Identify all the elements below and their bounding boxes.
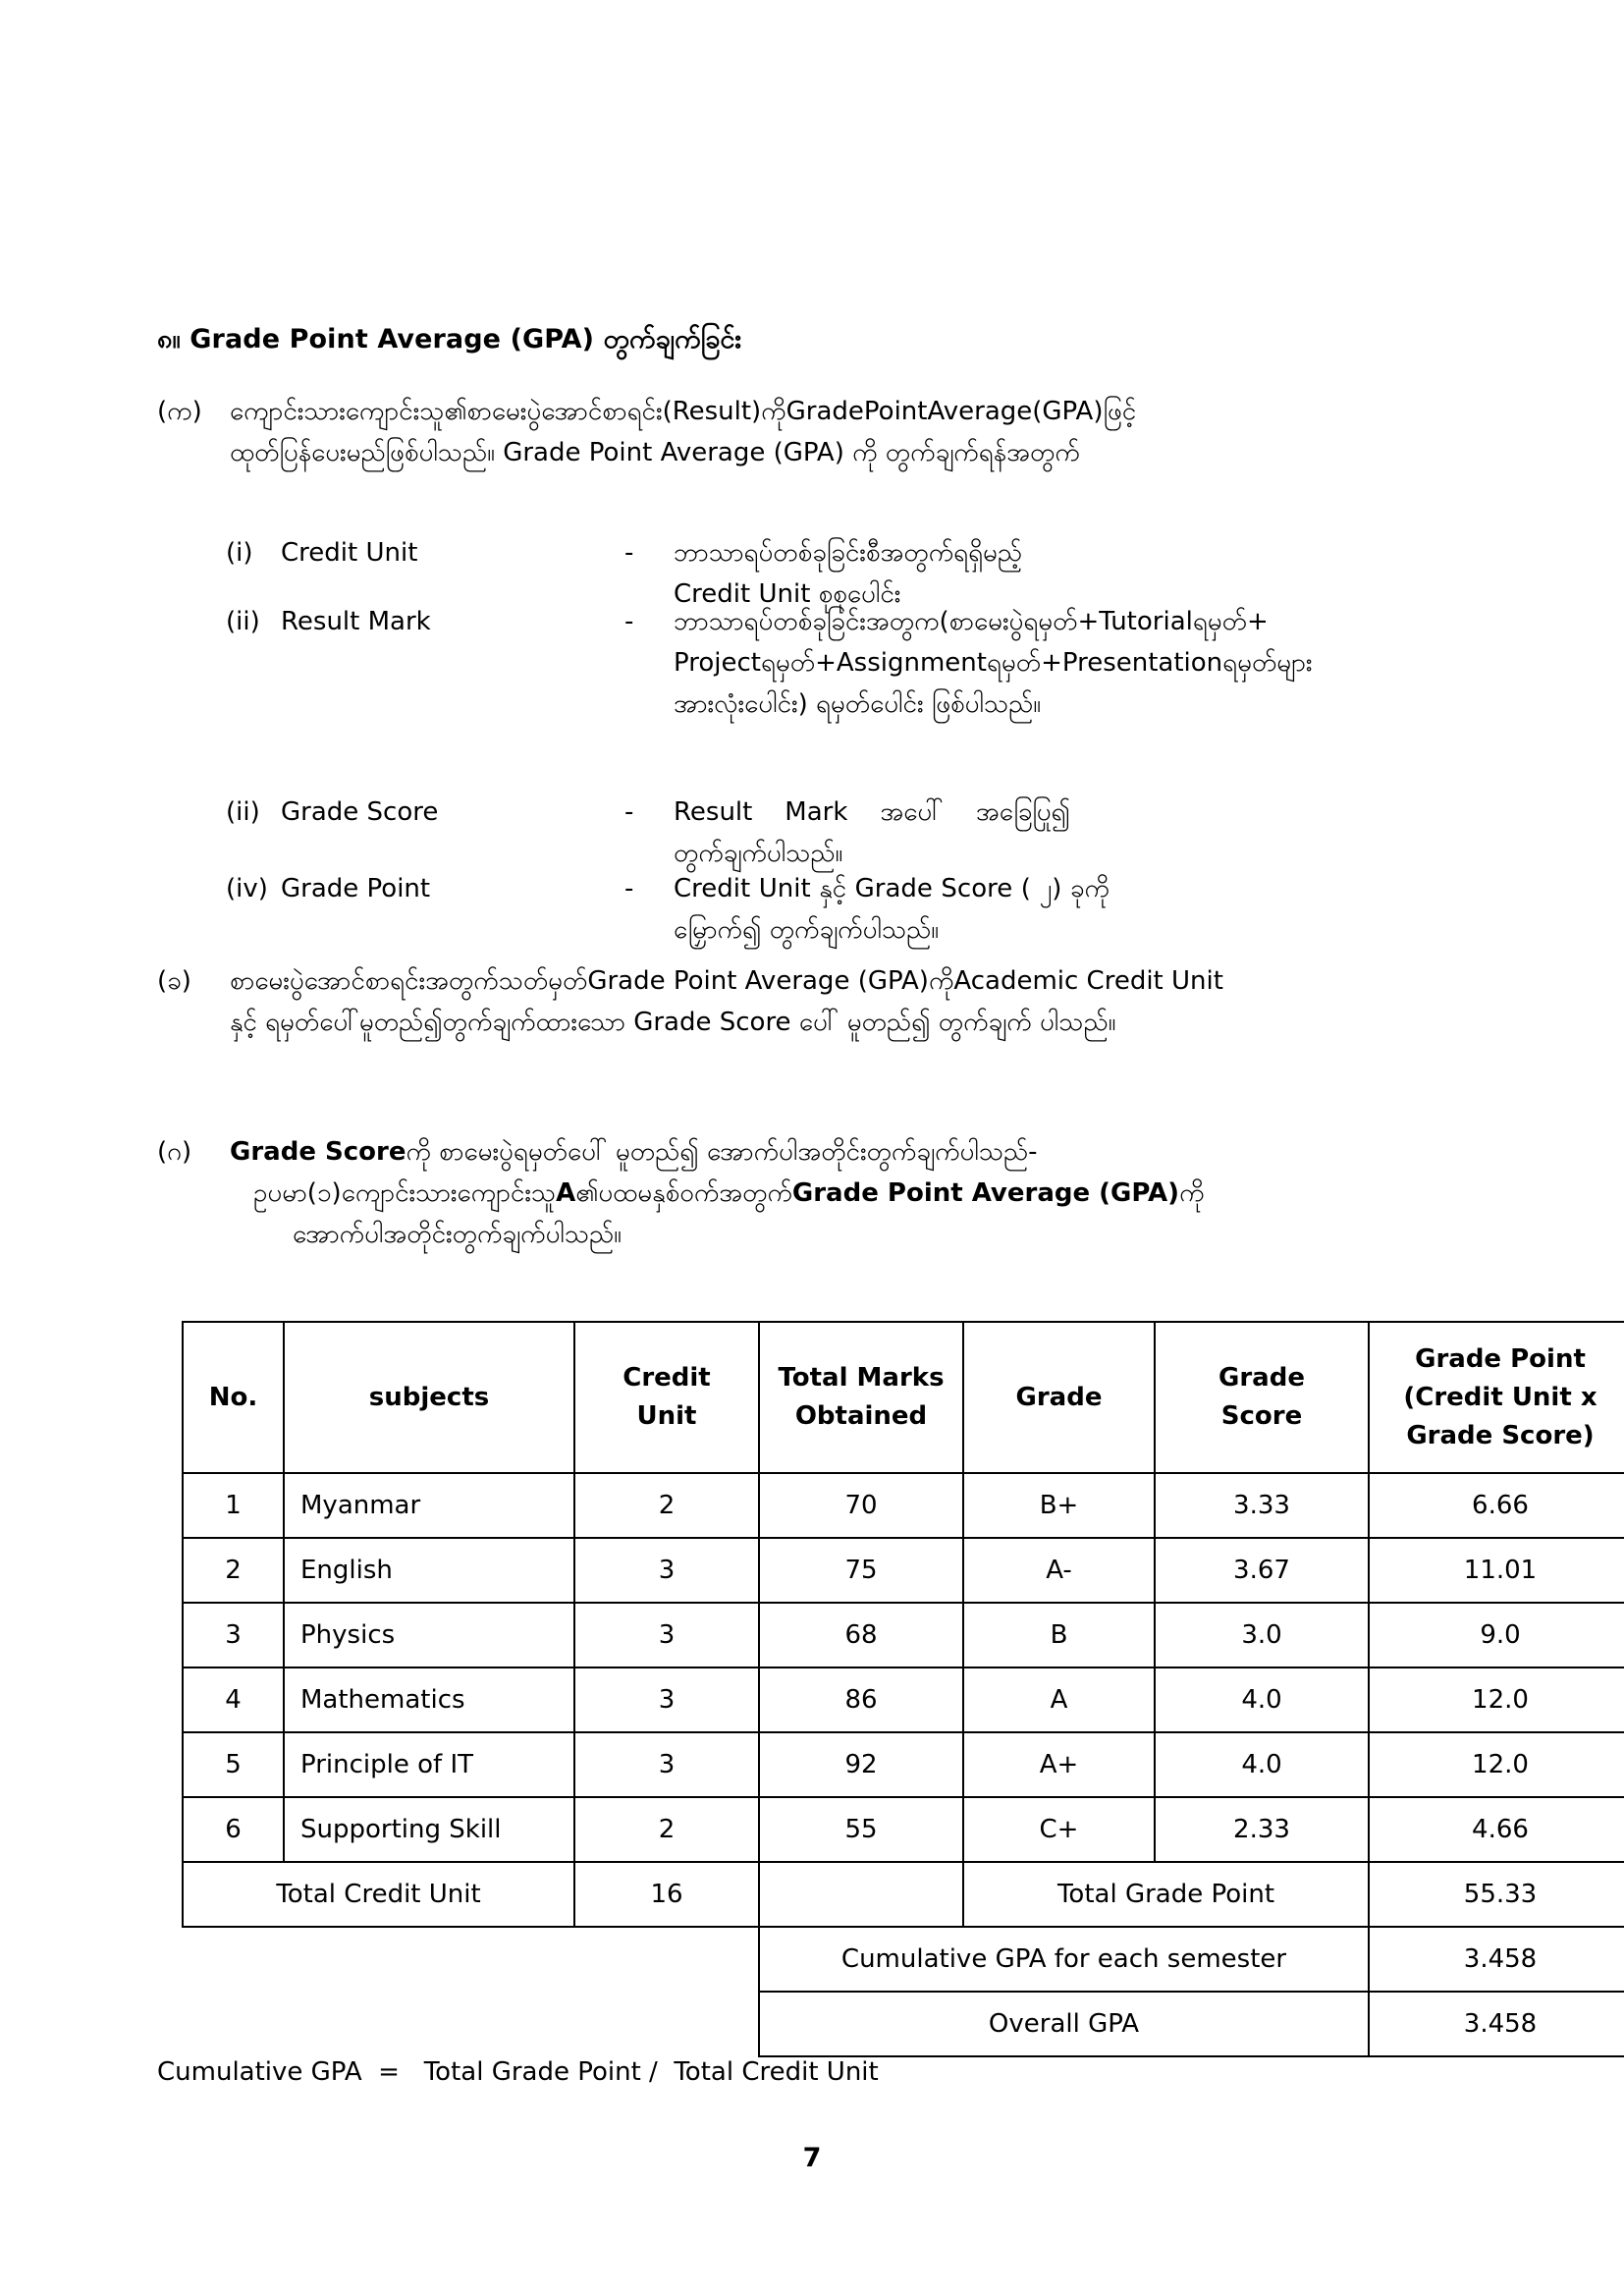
definition-term: Grade Point — [281, 874, 431, 903]
definition-term: Credit Unit — [281, 538, 418, 568]
header-total-marks-line1: Total Marks — [778, 1363, 945, 1393]
text-fragment: Grade Point Average (GPA) — [587, 966, 929, 996]
table-row — [183, 1538, 1624, 1603]
section-kha — [157, 960, 1223, 1043]
table-cumulative-gpa-row — [183, 1927, 1624, 1992]
text-fragment: + — [1246, 607, 1269, 636]
cell-total-marks: 86 — [759, 1667, 963, 1732]
header-grade-point-line3: Grade Score) — [1406, 1420, 1595, 1450]
cell-grade-score: 4.0 — [1155, 1667, 1369, 1732]
section-ka-body — [230, 391, 1137, 473]
cell-grade: C+ — [963, 1797, 1155, 1862]
cell-grade-point: 12.0 — [1369, 1732, 1624, 1797]
spacer-cell — [183, 1927, 759, 1992]
total-grade-point-value: 55.33 — [1369, 1862, 1624, 1927]
definition-dash: - — [624, 538, 634, 568]
cell-grade: B — [963, 1603, 1155, 1667]
cell-grade-point: 9.0 — [1369, 1603, 1624, 1667]
text-fragment: ဥပမာ(၁) — [253, 1178, 342, 1209]
cell-credit-unit: 2 — [574, 1797, 759, 1862]
text-fragment-bold: Grade Score — [230, 1137, 406, 1167]
header-total-marks — [759, 1322, 963, 1473]
definition-description: Credit Unit နှင့် Grade Score ( ၂) ခုကို မြှောက်၍ တွက်ချက်ပါသည်။ — [674, 874, 1110, 946]
cell-grade-point: 12.0 — [1369, 1667, 1624, 1732]
definition-term: Grade Score — [281, 797, 439, 827]
table-row — [183, 1797, 1624, 1862]
table-row — [183, 1667, 1624, 1732]
definition-dash: - — [624, 797, 634, 827]
definition-dash: - — [624, 607, 634, 636]
cell-no: 2 — [183, 1538, 284, 1603]
text-fragment: Presentation — [1061, 648, 1223, 679]
cumulative-gpa-label: Cumulative GPA for each semester — [759, 1927, 1369, 1992]
table-total-row — [183, 1862, 1624, 1927]
header-grade-score-line1: Grade — [1218, 1363, 1305, 1393]
cell-grade: A- — [963, 1538, 1155, 1603]
section-ga-line-1 — [230, 1131, 1060, 1173]
header-grade-score-line2: Score — [1220, 1401, 1303, 1431]
text-fragment: Grade — [785, 397, 864, 426]
header-credit-unit — [574, 1322, 759, 1473]
cell-credit-unit: 2 — [574, 1473, 759, 1538]
cell-total-marks: 75 — [759, 1538, 963, 1603]
cell-subject: Mathematics — [284, 1667, 574, 1732]
table-row — [183, 1732, 1624, 1797]
cell-subject: Myanmar — [284, 1473, 574, 1538]
text-fragment: Assignment — [836, 648, 987, 679]
header-grade-point — [1369, 1322, 1624, 1473]
definition-grade-score — [226, 792, 1070, 874]
section-ga-line-2 — [253, 1173, 1205, 1214]
gpa-table — [182, 1321, 1624, 2057]
header-grade-score — [1155, 1322, 1369, 1473]
text-fragment: ၏ — [575, 1178, 599, 1209]
text-fragment: အားလုံးပေါင်း) ရမှတ်ပေါင်း ဖြစ်ပါသည်။ — [674, 689, 1042, 720]
cell-grade-score: 4.0 — [1155, 1732, 1369, 1797]
header-total-marks-line2: Obtained — [794, 1401, 928, 1431]
text-fragment: ရမှတ် — [1192, 607, 1247, 636]
text-fragment: (စာမေးပွဲရမှတ်+ — [939, 607, 1100, 636]
cell-grade-score: 3.0 — [1155, 1603, 1369, 1667]
cell-no: 1 — [183, 1473, 284, 1538]
text-fragment: ရမှတ်များ — [1222, 648, 1313, 679]
cell-credit-unit: 3 — [574, 1732, 759, 1797]
cell-grade-point: 6.66 — [1369, 1473, 1624, 1538]
cell-no: 4 — [183, 1667, 284, 1732]
definition-term: Result Mark — [281, 607, 431, 636]
text-fragment: ကို — [1179, 1178, 1205, 1209]
text-fragment: Academic Credit Unit — [953, 966, 1223, 996]
text-fragment: Average(GPA) — [927, 397, 1104, 426]
spacer-cell — [183, 1992, 759, 2056]
cell-subject: Principle of IT — [284, 1732, 574, 1797]
text-fragment: နှင့် ရမှတ်ပေါ်မူတည်၍တွက်ချက်ထားသော Grade Score ပေါ် မူတည်၍ တွက်ချက် ပါသည်။ — [230, 1008, 1116, 1038]
header-grade-point-line1: Grade Point — [1415, 1343, 1586, 1374]
total-credit-unit-label: Total Credit Unit — [183, 1862, 574, 1927]
text-fragment: Tutorial — [1099, 607, 1193, 636]
cell-credit-unit: 3 — [574, 1667, 759, 1732]
text-fragment: ပထမနှစ်ဝက် — [598, 1178, 720, 1209]
total-grade-point-label: Total Grade Point — [963, 1862, 1369, 1927]
table-body — [183, 1473, 1624, 2056]
overall-gpa-value: 3.458 — [1369, 1992, 1624, 2056]
section-kha-line-1 — [230, 960, 1223, 1002]
section-kha-line-2 — [230, 1002, 1116, 1043]
header-credit-unit-line2: Unit — [636, 1401, 697, 1431]
definition-number: (ii) — [226, 607, 260, 636]
definition-dash: - — [624, 874, 634, 903]
cell-subject: English — [284, 1538, 574, 1603]
table-header-row — [183, 1322, 1624, 1473]
cell-grade-score: 2.33 — [1155, 1797, 1369, 1862]
text-fragment: + — [1041, 648, 1062, 679]
text-fragment: အောက်ပါအတိုင်းတွက်ချက်ပါသည်။ — [293, 1220, 623, 1250]
overall-gpa-label: Overall GPA — [759, 1992, 1369, 2056]
definition-description: ဘာသာရပ်တစ်ခုခြင်းစီအတွက်ရရှိမည့် Credit Unit စုစုပေါင်း — [674, 538, 1022, 610]
cell-subject: Supporting Skill — [284, 1797, 574, 1862]
table-row — [183, 1603, 1624, 1667]
section-ga — [157, 1131, 1205, 1255]
text-fragment: ကို စာမေးပွဲရမှတ်ပေါ် မူတည်၍ အောက်ပါအတိုင်းတွက်ချက်ပါသည်- — [406, 1137, 1038, 1167]
definition-number: (iv) — [226, 874, 268, 903]
text-fragment-bold: A — [556, 1178, 576, 1209]
cell-grade-point: 11.01 — [1369, 1538, 1624, 1603]
page-title: ၈။ Grade Point Average (GPA) တွက်ချက်ခြင်း — [157, 324, 742, 355]
definition-description — [674, 601, 1313, 725]
cell-no: 5 — [183, 1732, 284, 1797]
total-empty-cell — [759, 1862, 963, 1927]
definition-result-mark — [226, 601, 1313, 725]
section-ga-label: (ဂ) — [157, 1137, 192, 1167]
cell-total-marks: 55 — [759, 1797, 963, 1862]
header-grade-point-line2: (Credit Unit x — [1403, 1382, 1597, 1412]
text-fragment: ကျောင်းသားကျောင်းသူ — [341, 1178, 557, 1209]
section-kha-body — [230, 960, 1223, 1043]
text-fragment: + — [815, 648, 837, 679]
cell-no: 6 — [183, 1797, 284, 1862]
definition-line-3 — [674, 683, 1082, 725]
text-fragment: ကျောင်းသားကျောင်းသူ၏ — [230, 397, 467, 426]
text-fragment: Point — [863, 397, 928, 426]
definition-number: (ii) — [226, 797, 260, 827]
section-ga-line-3 — [293, 1214, 1123, 1255]
cell-grade: A+ — [963, 1732, 1155, 1797]
definition-number: (i) — [226, 538, 253, 568]
cell-total-marks: 68 — [759, 1603, 963, 1667]
definition-grade-point — [226, 868, 1110, 951]
text-fragment: စာမေးပွဲအောင်စာရင်း(Result)ကို — [466, 397, 786, 426]
text-fragment: စာမေးပွဲအောင်စာရင်းအတွက် — [230, 966, 499, 996]
cell-grade: B+ — [963, 1473, 1155, 1538]
section-ka-label: (က) — [157, 397, 202, 426]
cell-credit-unit: 3 — [574, 1538, 759, 1603]
section-kha-label: (ခ) — [157, 966, 191, 996]
text-fragment: အတွက် — [719, 1178, 792, 1209]
cell-total-marks: 70 — [759, 1473, 963, 1538]
cell-subject: Physics — [284, 1603, 574, 1667]
cell-grade-score: 3.67 — [1155, 1538, 1369, 1603]
header-no: No. — [183, 1322, 284, 1473]
text-fragment: ကို — [928, 966, 954, 996]
definition-line-2 — [674, 642, 1313, 683]
text-fragment: ထုတ်ပြန်ပေးမည်ဖြစ်ပါသည်။ Grade Point Average (GPA) ကို တွက်ချက်ရန်အတွက် — [230, 438, 1080, 468]
section-ka-line-1 — [230, 391, 1137, 432]
cell-grade-score: 3.33 — [1155, 1473, 1369, 1538]
header-grade: Grade — [963, 1322, 1155, 1473]
page-number: 7 — [802, 2143, 822, 2173]
cell-credit-unit: 3 — [574, 1603, 759, 1667]
section-ga-body — [230, 1131, 1205, 1255]
header-subjects: subjects — [284, 1322, 574, 1473]
cell-no: 3 — [183, 1603, 284, 1667]
table-header — [183, 1322, 1624, 1473]
definition-line-1 — [674, 601, 1269, 642]
cell-total-marks: 92 — [759, 1732, 963, 1797]
definition-description: Result Mark အပေါ် အခြေပြု၍ တွက်ချက်ပါသည်။ — [674, 797, 1070, 869]
total-credit-unit-value: 16 — [574, 1862, 759, 1927]
text-fragment: ဖြင့် — [1103, 397, 1137, 426]
cell-grade: A — [963, 1667, 1155, 1732]
cumulative-gpa-formula: Cumulative GPA = Total Grade Point / Total Credit Unit — [157, 2057, 879, 2087]
section-ka — [157, 391, 1137, 473]
text-fragment: Project — [674, 648, 761, 679]
text-fragment: ရမှတ် — [986, 648, 1042, 679]
text-fragment: ရမှတ် — [760, 648, 816, 679]
text-fragment-bold: Grade Point Average (GPA) — [791, 1178, 1180, 1209]
cell-grade-point: 4.66 — [1369, 1797, 1624, 1862]
text-fragment: ဘာသာရပ်တစ်ခုခြင်းအတွက — [674, 607, 940, 636]
table-overall-gpa-row — [183, 1992, 1624, 2056]
header-credit-unit-line1: Credit — [623, 1363, 711, 1393]
text-fragment: သတ်မှတ် — [498, 966, 588, 996]
cumulative-gpa-value: 3.458 — [1369, 1927, 1624, 1992]
section-ka-line-2 — [230, 432, 1080, 473]
table-row — [183, 1473, 1624, 1538]
